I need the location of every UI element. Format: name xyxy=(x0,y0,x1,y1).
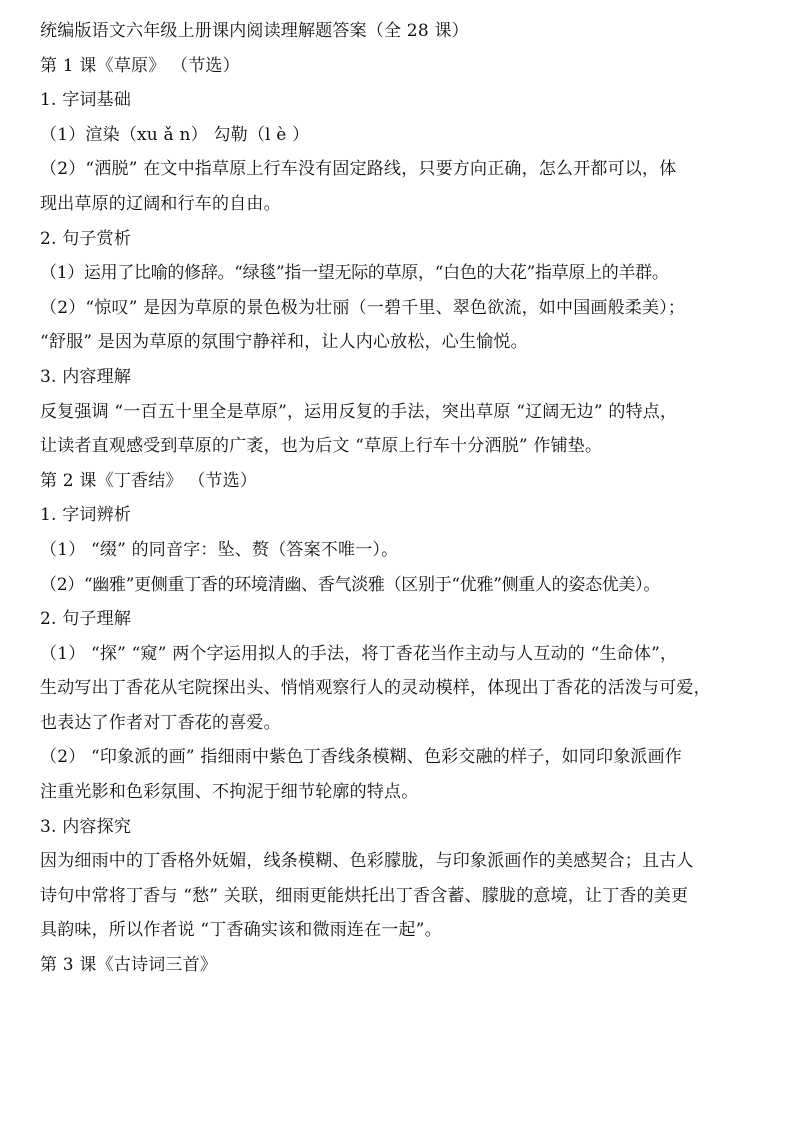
lesson-2-section-2-answer-2-line-1: （2） “印象派的画” 指细雨中紫色丁香线条模糊、色彩交融的样子，如同印象派画作 xyxy=(40,747,683,768)
document-title: 统编版语文六年级上册课内阅读理解题答案（全 28 课） xyxy=(40,21,469,41)
lesson-1-section-3-answer-line-1: 反复强调 “一百五十里全是草原”，运用反复的手法，突出草原 “辽阔无边” 的特点， xyxy=(40,401,678,422)
lesson-2-section-1-title: 1. 字词辨析 xyxy=(40,505,132,526)
lesson-2-heading: 第 2 课《丁香结》 （节选） xyxy=(40,470,258,491)
lesson-1-heading: 第 1 课《草原》 （节选） xyxy=(40,55,240,76)
lesson-2-section-2-answer-1-line-3: 也表达了作者对丁香花的喜爱。 xyxy=(40,712,281,733)
lesson-1-section-2-answer-2-line-2: “舒服” 是因为草原的氛围宁静祥和，让人内心放松，心生愉悦。 xyxy=(40,332,528,353)
lesson-2-section-1-answer-1: （1） “缀” 的同音字：坠、赘（答案不唯一）。 xyxy=(40,539,399,560)
lesson-2-section-2-title: 2. 句子理解 xyxy=(40,609,132,630)
lesson-1-section-1-answer-1: （1）渲染（xu ǎ n） 勾勒（l è ） xyxy=(40,124,310,145)
lesson-2-section-2-answer-1-line-2: 生动写出丁香花从宅院探出头、悄悄观察行人的灵动模样，体现出丁香花的活泼与可爱， xyxy=(40,678,711,699)
lesson-2-section-3-answer-line-3: 具韵味，所以作者说 “丁香确实该和微雨连在一起”。 xyxy=(40,920,442,941)
lesson-2-section-2-answer-1-line-1: （1） “探” “窥” 两个字运用拟人的手法，将丁香花当作主动与人互动的 “生命体”， xyxy=(40,643,678,664)
lesson-1-section-2-answer-1: （1）运用了比喻的修辞。“绿毯”指一望无际的草原，“白色的大花”指草原上的羊群。 xyxy=(40,263,669,284)
lesson-2-section-3-answer-line-1: 因为细雨中的丁香格外妩媚，线条模糊、色彩朦胧，与印象派画作的美感契合；且古人 xyxy=(40,851,694,872)
lesson-1-section-2-title: 2. 句子赏析 xyxy=(40,228,132,249)
lesson-1-section-1-answer-2-line-1: （2）“洒脱” 在文中指草原上行车没有固定路线，只要方向正确，怎么开都可以，体 xyxy=(40,159,677,180)
lesson-2-section-3-title: 3. 内容探究 xyxy=(40,816,132,837)
lesson-1-section-1-answer-2-line-2: 现出草原的辽阔和行车的自由。 xyxy=(40,193,281,214)
lesson-1-section-1-title: 1. 字词基础 xyxy=(40,90,132,111)
lesson-2-section-2-answer-2-line-2: 注重光影和色彩氛围、不拘泥于细节轮廓的特点。 xyxy=(40,782,419,803)
lesson-2-section-1-answer-2: （2）“幽雅”更侧重丁香的环境清幽、香气淡雅（区别于“优雅”侧重人的姿态优美）。 xyxy=(40,574,661,595)
lesson-1-section-2-answer-2-line-1: （2）“惊叹” 是因为草原的景色极为壮丽（一碧千里、翠色欲流，如中国画般柔美）； xyxy=(40,297,686,318)
lesson-3-heading: 第 3 课《古诗词三首》 xyxy=(40,955,218,976)
lesson-1-section-3-answer-line-2: 让读者直观感受到草原的广袤，也为后文 “草原上行车十分洒脱” 作铺垫。 xyxy=(40,436,603,457)
lesson-2-section-3-answer-line-2: 诗句中常将丁香与 “愁” 关联，细雨更能烘托出丁香含蓄、朦胧的意境，让丁香的美更 xyxy=(40,885,689,906)
lesson-1-section-3-title: 3. 内容理解 xyxy=(40,366,132,387)
